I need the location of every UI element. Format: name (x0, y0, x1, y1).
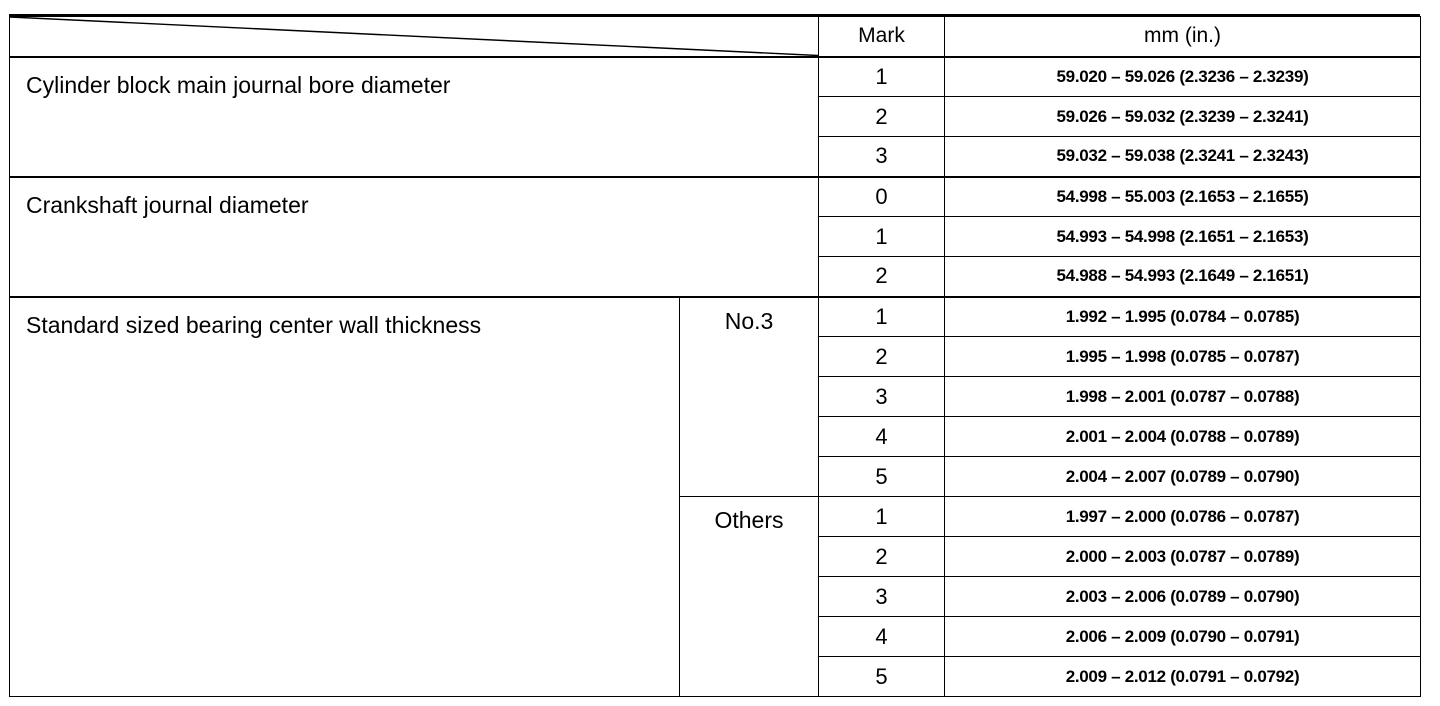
value-cell: 54.998 – 55.003 (2.1653 – 2.1655) (945, 177, 1421, 217)
value-cell: 2.001 – 2.004 (0.0788 – 0.0789) (945, 417, 1421, 457)
value-cell: 1.992 – 1.995 (0.0784 – 0.0785) (945, 297, 1421, 337)
mark-cell: 1 (819, 217, 945, 257)
mark-cell: 2 (819, 537, 945, 577)
value-cell: 2.006 – 2.009 (0.0790 – 0.0791) (945, 617, 1421, 657)
value-cell: 2.000 – 2.003 (0.0787 – 0.0789) (945, 537, 1421, 577)
mark-cell: 4 (819, 417, 945, 457)
table-row (10, 177, 1421, 217)
value-cell: 2.003 – 2.006 (0.0789 – 0.0790) (945, 577, 1421, 617)
mark-cell: 2 (819, 257, 945, 297)
mark-cell: 5 (819, 657, 945, 697)
subgroup-no3: No.3 (680, 297, 819, 497)
subgroup-others: Others (680, 497, 819, 697)
specification-table (9, 16, 1421, 697)
table-row (10, 57, 1421, 97)
mark-cell: 1 (819, 497, 945, 537)
value-cell: 59.032 – 59.038 (2.3241 – 2.3243) (945, 137, 1421, 177)
mark-cell: 3 (819, 377, 945, 417)
value-cell: 54.988 – 54.993 (2.1649 – 2.1651) (945, 257, 1421, 297)
value-cell: 59.026 – 59.032 (2.3239 – 2.3241) (945, 97, 1421, 137)
diagonal-line (10, 17, 818, 56)
unit-header: mm (in.) (945, 17, 1421, 57)
value-cell: 1.997 – 2.000 (0.0786 – 0.0787) (945, 497, 1421, 537)
table-row (10, 297, 1421, 337)
item-cylinder-block-bore: Cylinder block main journal bore diameter (10, 57, 819, 177)
value-cell: 59.020 – 59.026 (2.3236 – 2.3239) (945, 57, 1421, 97)
value-cell: 1.995 – 1.998 (0.0785 – 0.0787) (945, 337, 1421, 377)
mark-cell: 2 (819, 97, 945, 137)
value-cell: 2.009 – 2.012 (0.0791 – 0.0792) (945, 657, 1421, 697)
mark-cell: 4 (819, 617, 945, 657)
mark-header: Mark (819, 17, 945, 57)
mark-cell: 3 (819, 137, 945, 177)
mark-cell: 1 (819, 297, 945, 337)
table-header-row (10, 17, 1421, 57)
value-cell: 54.993 – 54.998 (2.1651 – 2.1653) (945, 217, 1421, 257)
mark-cell: 5 (819, 457, 945, 497)
value-cell: 2.004 – 2.007 (0.0789 – 0.0790) (945, 457, 1421, 497)
mark-cell: 1 (819, 57, 945, 97)
diagonal-corner-cell (10, 17, 819, 57)
mark-cell: 2 (819, 337, 945, 377)
item-bearing-wall-thickness: Standard sized bearing center wall thickness (10, 297, 680, 697)
item-crankshaft-journal: Crankshaft journal diameter (10, 177, 819, 297)
mark-cell: 0 (819, 177, 945, 217)
mark-cell: 3 (819, 577, 945, 617)
value-cell: 1.998 – 2.001 (0.0787 – 0.0788) (945, 377, 1421, 417)
